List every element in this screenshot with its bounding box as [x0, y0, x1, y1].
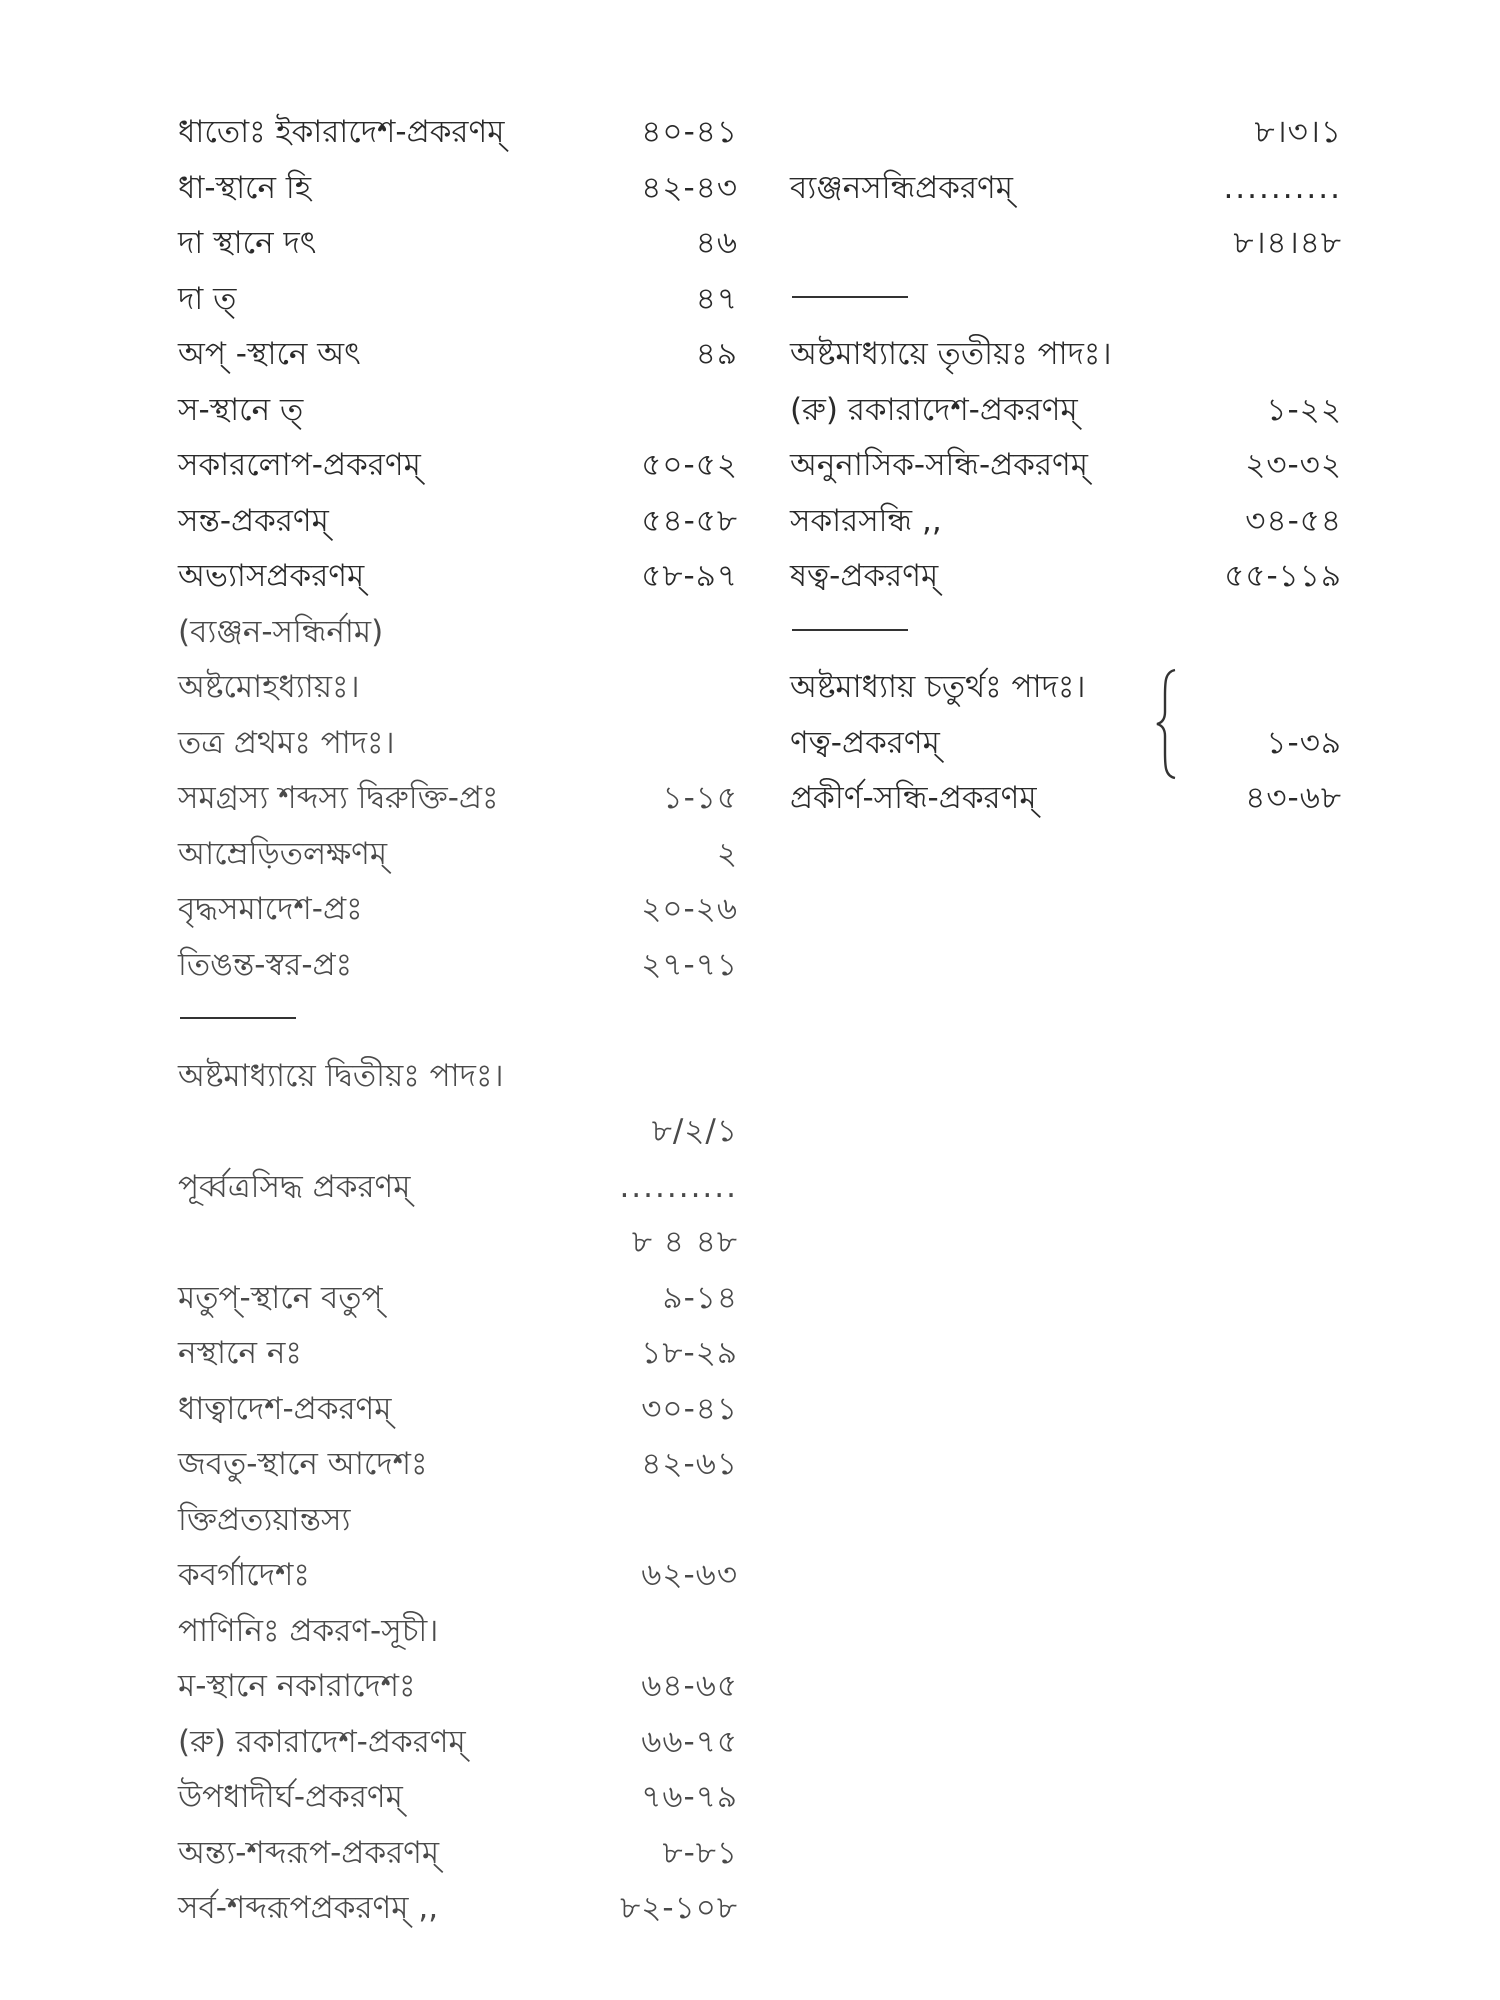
entry-sutra-range: ৮-৮১ — [662, 1834, 738, 1871]
entry-label: ক্তিপ্রত্যয়ান্তস্য — [178, 1501, 351, 1538]
entry-sutra-range: ২০-২৬ — [641, 891, 738, 927]
toc-entry — [178, 827, 738, 883]
section-divider — [790, 272, 1342, 328]
entry-sutra-range: ৮/২/১ — [651, 1113, 738, 1149]
entry-sutra-range: ৮২-১০৮ — [620, 1890, 738, 1926]
entry-sutra-range: ১৮-২৯ — [641, 1335, 738, 1371]
entry-label: দা স্থানে দৎ — [178, 225, 317, 261]
toc-entry — [178, 1493, 738, 1549]
entry-sutra-range: ৭৬-৭৯ — [641, 1779, 738, 1815]
entry-label: স-স্থানে ত্ — [178, 391, 304, 428]
toc-entry — [178, 161, 738, 217]
toc-entry — [790, 216, 1342, 272]
entry-label: আম্রেড়িতলক্ষণম্ — [178, 835, 388, 872]
toc-entry — [178, 660, 738, 716]
entry-sutra-range: ৫৪-৫৮ — [641, 502, 738, 539]
entry-sutra-range: ৬৬-৭৫ — [641, 1723, 738, 1760]
entry-label: পাণিনিঃ প্রকরণ-সূচী। — [178, 1612, 439, 1649]
entry-sutra-range: ২৭-৭১ — [641, 946, 738, 983]
entry-label: অষ্টমোহধ্যায়ঃ। — [178, 669, 360, 705]
toc-entry — [790, 660, 1342, 716]
toc-entry — [178, 1049, 738, 1105]
entry-label: তত্র প্রথমঃ পাদঃ। — [178, 724, 395, 761]
toc-entry — [178, 1770, 738, 1826]
toc-entry — [178, 938, 738, 994]
toc-entry — [178, 882, 738, 938]
toc-entry — [790, 494, 1342, 550]
toc-entry — [178, 605, 738, 661]
toc-entry — [790, 383, 1342, 439]
entry-label: সন্ত-প্রকরণম্ — [178, 502, 329, 539]
entry-label: অষ্টমাধ্যায় চতুর্থঃ পাদঃ। — [790, 669, 1086, 705]
divider-line — [180, 1017, 296, 1019]
toc-entry — [178, 1437, 738, 1493]
entry-sutra-range: ৪৭ — [695, 280, 738, 317]
toc-entry — [178, 105, 738, 161]
entry-sutra-range: .......... — [619, 1168, 738, 1205]
entry-sutra-range: ৫০-৫২ — [641, 447, 738, 483]
toc-entry — [790, 716, 1342, 772]
toc-entry — [178, 1104, 738, 1160]
entry-label: অনুনাসিক-সন্ধি-প্রকরণম্ — [790, 447, 1088, 483]
toc-entry — [178, 1326, 738, 1382]
entry-sutra-range: ৪২-৬১ — [641, 1446, 738, 1482]
entry-sutra-range: ১-২২ — [1266, 391, 1342, 428]
entry-label: মতুপ্-স্থানে বতুপ্ — [178, 1279, 383, 1316]
toc-entry — [178, 327, 738, 383]
entry-label: ব্যঞ্জনসন্ধিপ্রকরণম্ — [790, 169, 1013, 206]
toc-entry — [790, 771, 1342, 827]
entry-label: ণত্ব-প্রকরণম্ — [790, 724, 940, 761]
entry-label: অভ্যাসপ্রকরণম্ — [178, 558, 365, 594]
entry-label: বৃদ্ধসমাদেশ-প্রঃ — [178, 891, 363, 927]
entry-sutra-range: ১-৩৯ — [1266, 724, 1342, 761]
toc-entry — [178, 549, 738, 605]
entry-label: ধা-স্থানে হি — [178, 169, 312, 206]
entry-label: প্রকীর্ণ-সন্ধি-প্রকরণম্ — [790, 780, 1037, 816]
entry-label: পূর্ব্বত্রসিদ্ধ প্রকরণম্ — [178, 1168, 411, 1205]
entry-label: সমগ্রস্য শব্দস্য দ্বিরুক্তি-প্রঃ — [178, 780, 499, 816]
entry-label: সকারলোপ-প্রকরণম্ — [178, 447, 421, 483]
toc-entry — [790, 161, 1342, 217]
right-column — [790, 105, 1342, 827]
section-divider — [178, 993, 738, 1049]
entry-label: কবর্গাদেশঃ — [178, 1557, 310, 1593]
toc-entry — [178, 1604, 738, 1660]
toc-entry — [178, 1881, 738, 1937]
entry-sutra-range: ২৩-৩২ — [1245, 447, 1342, 483]
toc-entry — [790, 438, 1342, 494]
entry-sutra-range: ৯-১৪ — [662, 1279, 738, 1316]
entry-sutra-range: ৪৩-৬৮ — [1245, 780, 1342, 816]
entry-label: অন্ত্য-শব্দরূপ-প্রকরণম্ — [178, 1834, 440, 1871]
entry-sutra-range: ৩৪-৫৪ — [1245, 502, 1342, 539]
divider-line — [792, 296, 908, 298]
entry-label: ধাতোঃ ইকারাদেশ-প্রকরণম্ — [178, 114, 505, 150]
entry-sutra-range: ৬২-৬৩ — [641, 1557, 738, 1593]
section-divider — [790, 605, 1342, 661]
toc-entry — [178, 1826, 738, 1882]
entry-sutra-range: ২ — [716, 835, 738, 872]
entry-sutra-range: ৪৬ — [695, 225, 738, 261]
entry-sutra-range: ৪০-৪১ — [641, 114, 738, 150]
entry-sutra-range: ৪৯ — [695, 336, 738, 372]
entry-label: অপ্ -স্থানে অৎ — [178, 336, 361, 372]
entry-label: নস্থানে নঃ — [178, 1335, 302, 1371]
toc-entry — [790, 327, 1342, 383]
entry-sutra-range: ৩০-৪১ — [641, 1390, 738, 1427]
toc-entry — [178, 771, 738, 827]
toc-entry — [178, 1215, 738, 1271]
toc-entry — [178, 216, 738, 272]
divider-line — [792, 629, 908, 631]
entry-label: সকারসন্ধি ,, — [790, 502, 942, 539]
entry-sutra-range: ৮ ৪ ৪৮ — [631, 1224, 738, 1260]
entry-label: ধাত্বাদেশ-প্রকরণম্ — [178, 1390, 392, 1427]
toc-entry — [178, 494, 738, 550]
entry-label: (রু) রকারাদেশ-প্রকরণম্ — [178, 1723, 466, 1760]
entry-label: জবতু-স্থানে আদেশঃ — [178, 1446, 428, 1482]
entry-label: ষত্ব-প্রকরণম্ — [790, 558, 939, 594]
entry-label: তিঙন্ত-স্বর-প্রঃ — [178, 946, 353, 983]
entry-label: অষ্টমাধ্যায়ে তৃতীয়ঃ পাদঃ। — [790, 336, 1112, 372]
entry-sutra-range: .......... — [1223, 169, 1342, 206]
entry-label: সর্ব-শব্দরূপপ্রকরণম্ ,, — [178, 1890, 439, 1926]
entry-sutra-range: ৮।৩।১ — [1254, 114, 1342, 150]
toc-entry — [178, 1715, 738, 1771]
entry-label: (ব্যঞ্জন-সন্ধির্নাম) — [178, 613, 384, 650]
toc-entry — [178, 1548, 738, 1604]
toc-entry — [178, 383, 738, 439]
entry-sutra-range: ৫৮-৯৭ — [641, 558, 738, 594]
curly-brace-icon — [1155, 668, 1179, 780]
left-column — [178, 105, 738, 1937]
toc-entry — [178, 438, 738, 494]
entry-sutra-range: ৪২-৪৩ — [641, 169, 738, 206]
entry-sutra-range: ৮।৪।৪৮ — [1233, 225, 1342, 261]
toc-entry — [178, 1659, 738, 1715]
entry-label: (রু) রকারাদেশ-প্রকরণম্ — [790, 391, 1078, 428]
entry-label: উপধাদীর্ঘ-প্রকরণম্ — [178, 1779, 403, 1815]
entry-label: ম-স্থানে নকারাদেশঃ — [178, 1668, 416, 1704]
entry-sutra-range: ১-১৫ — [662, 780, 738, 816]
entry-label: অষ্টমাধ্যায়ে দ্বিতীয়ঃ পাদঃ। — [178, 1057, 504, 1094]
toc-entry — [178, 1271, 738, 1327]
entry-label: দা ত্ — [178, 280, 237, 317]
toc-entry — [790, 105, 1342, 161]
entry-sutra-range: ৬৪-৬৫ — [641, 1668, 738, 1704]
toc-entry — [178, 1160, 738, 1216]
toc-entry — [178, 1382, 738, 1438]
entry-sutra-range: ৫৫-১১৯ — [1224, 558, 1342, 594]
toc-entry — [178, 716, 738, 772]
toc-entry — [178, 272, 738, 328]
toc-entry — [790, 549, 1342, 605]
